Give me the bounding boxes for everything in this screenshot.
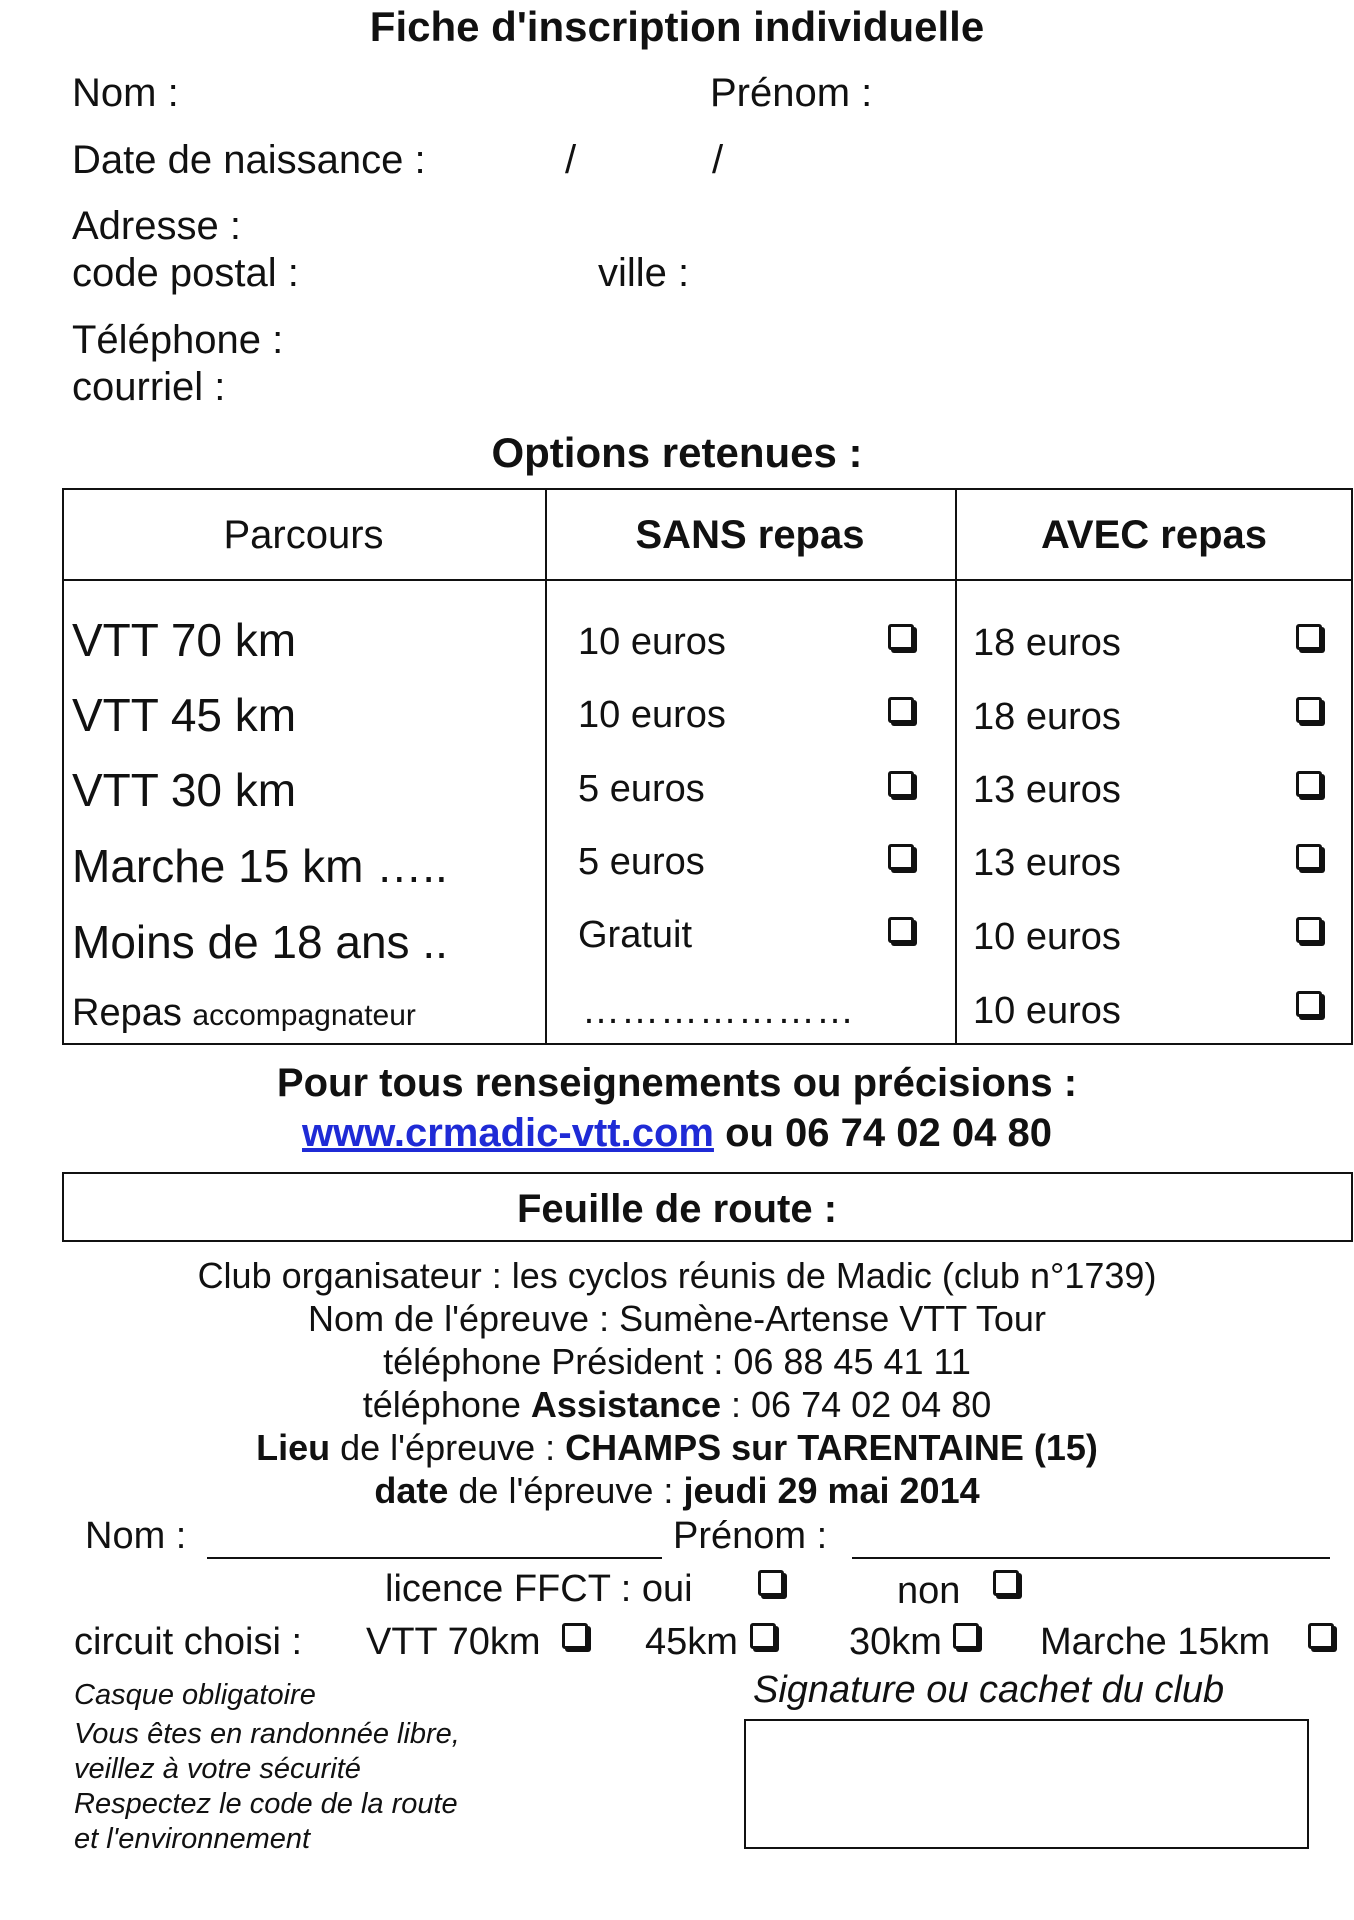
circuit-marche-label: Marche 15km	[1040, 1621, 1271, 1663]
route-date	[0, 1470, 1354, 1511]
note-environnement: et l'environnement	[74, 1823, 311, 1855]
info-phone: ou 06 74 02 04 80	[725, 1111, 1052, 1155]
row-label-vtt70: VTT 70 km	[72, 614, 297, 666]
header-avec-repas: AVEC repas	[1040, 513, 1267, 557]
route-lieu	[0, 1427, 1354, 1468]
checkbox-sans-marche15[interactable]	[888, 844, 914, 870]
dob-label: Date de naissance :	[72, 138, 426, 182]
row-label-marche15: Marche 15 km …..	[72, 840, 448, 892]
row-label-vtt30: VTT 30 km	[72, 764, 297, 816]
checkbox-avec-repas[interactable]	[1296, 991, 1322, 1017]
route-epreuve: Nom de l'épreuve : Sumène-Artense VTT Tour	[308, 1298, 1046, 1339]
checkbox-avec-marche15[interactable]	[1296, 844, 1322, 870]
table-header-divider	[62, 579, 1353, 581]
adresse-label: Adresse :	[72, 204, 241, 248]
table-col-divider-1	[545, 488, 547, 1045]
row-sans-vtt45: 10 euros	[578, 694, 726, 736]
route-lieu-c: CHAMPS sur TARENTAINE (15)	[565, 1427, 1098, 1468]
circuit-vtt70-label: VTT 70km	[366, 1621, 541, 1663]
options-title: Options retenues :	[491, 429, 863, 476]
route-date-b: de l'épreuve :	[448, 1470, 684, 1511]
route-prenom-line[interactable]	[852, 1557, 1330, 1559]
checkbox-sans-moins18[interactable]	[888, 917, 914, 943]
dob-slash-1: /	[565, 138, 577, 182]
signature-box[interactable]	[744, 1719, 1309, 1849]
code-postal-label: code postal :	[72, 251, 299, 295]
row-sans-repas-dots: …………………	[582, 990, 855, 1032]
courriel-label: courriel :	[72, 365, 226, 409]
checkbox-avec-vtt70[interactable]	[1296, 624, 1322, 650]
route-nom-line[interactable]	[207, 1557, 662, 1559]
row-sans-moins18: Gratuit	[578, 914, 693, 956]
route-assistance-b: Assistance	[530, 1384, 722, 1425]
licence-label: licence FFCT : oui	[385, 1568, 693, 1610]
route-president: téléphone Président : 06 88 45 41 11	[383, 1341, 971, 1382]
row-sans-vtt70: 10 euros	[578, 621, 726, 663]
licence-non-label: non	[897, 1570, 961, 1612]
checkbox-circuit-vtt70[interactable]	[562, 1623, 588, 1649]
route-lieu-a: Lieu	[256, 1427, 331, 1468]
dob-slash-2: /	[712, 138, 724, 182]
route-lieu-b: de l'épreuve :	[330, 1427, 566, 1468]
row-label-repas-main: Repas	[72, 992, 182, 1034]
route-assistance-a: téléphone	[362, 1384, 531, 1425]
note-casque: Casque obligatoire	[74, 1679, 316, 1711]
checkbox-licence-oui[interactable]	[758, 1570, 784, 1596]
row-sans-marche15: 5 euros	[578, 841, 705, 883]
row-avec-vtt45: 18 euros	[973, 696, 1121, 738]
row-label-moins18: Moins de 18 ans ..	[72, 916, 448, 968]
row-avec-vtt30: 13 euros	[973, 769, 1121, 811]
route-nom-label: Nom :	[85, 1515, 187, 1557]
row-label-vtt45: VTT 45 km	[72, 689, 297, 741]
ville-label: ville :	[598, 251, 690, 295]
row-label-repas-small: accompagnateur	[192, 999, 416, 1032]
checkbox-circuit-45[interactable]	[750, 1623, 776, 1649]
checkbox-circuit-30[interactable]	[953, 1623, 979, 1649]
row-avec-moins18: 10 euros	[973, 916, 1121, 958]
checkbox-sans-vtt70[interactable]	[888, 624, 914, 650]
circuit-45-label: 45km	[645, 1621, 738, 1663]
circuit-label: circuit choisi :	[74, 1621, 303, 1663]
checkbox-licence-non[interactable]	[993, 1570, 1019, 1596]
info-line-1: Pour tous renseignements ou précisions :	[276, 1061, 1078, 1105]
route-date-c: jeudi 29 mai 2014	[683, 1470, 980, 1511]
website-link[interactable]: www.crmadic-vtt.com	[302, 1111, 714, 1155]
checkbox-avec-vtt45[interactable]	[1296, 697, 1322, 723]
signature-label: Signature ou cachet du club	[753, 1669, 1225, 1711]
header-sans-repas: SANS repas	[635, 513, 865, 557]
row-sans-vtt30: 5 euros	[578, 768, 705, 810]
prenom-label: Prénom :	[710, 71, 873, 115]
checkbox-avec-moins18[interactable]	[1296, 917, 1322, 943]
circuit-30-label: 30km	[849, 1621, 942, 1663]
form-title: Fiche d'inscription individuelle	[369, 3, 985, 50]
row-avec-marche15: 13 euros	[973, 842, 1121, 884]
route-assistance	[0, 1384, 1354, 1425]
info-line-2	[0, 1113, 1354, 1153]
checkbox-avec-vtt30[interactable]	[1296, 771, 1322, 797]
checkbox-sans-vtt30[interactable]	[888, 771, 914, 797]
route-prenom-label: Prénom :	[673, 1515, 828, 1557]
checkbox-sans-vtt45[interactable]	[888, 697, 914, 723]
note-securite: veillez à votre sécurité	[74, 1753, 361, 1785]
route-title: Feuille de route :	[516, 1187, 838, 1231]
table-col-divider-2	[955, 488, 957, 1045]
header-parcours: Parcours	[223, 513, 384, 557]
checkbox-circuit-marche[interactable]	[1308, 1623, 1334, 1649]
row-avec-repas: 10 euros	[973, 990, 1121, 1032]
note-code-route: Respectez le code de la route	[74, 1788, 458, 1820]
telephone-label: Téléphone :	[72, 318, 284, 362]
nom-label: Nom :	[72, 71, 179, 115]
route-assistance-c: : 06 74 02 04 80	[721, 1384, 992, 1425]
row-label-repas	[72, 994, 416, 1032]
route-date-a: date	[374, 1470, 449, 1511]
row-avec-vtt70: 18 euros	[973, 622, 1121, 664]
route-club: Club organisateur : les cyclos réunis de Madic (club n°1739)	[197, 1255, 1157, 1296]
note-randonnee: Vous êtes en randonnée libre,	[74, 1718, 460, 1750]
